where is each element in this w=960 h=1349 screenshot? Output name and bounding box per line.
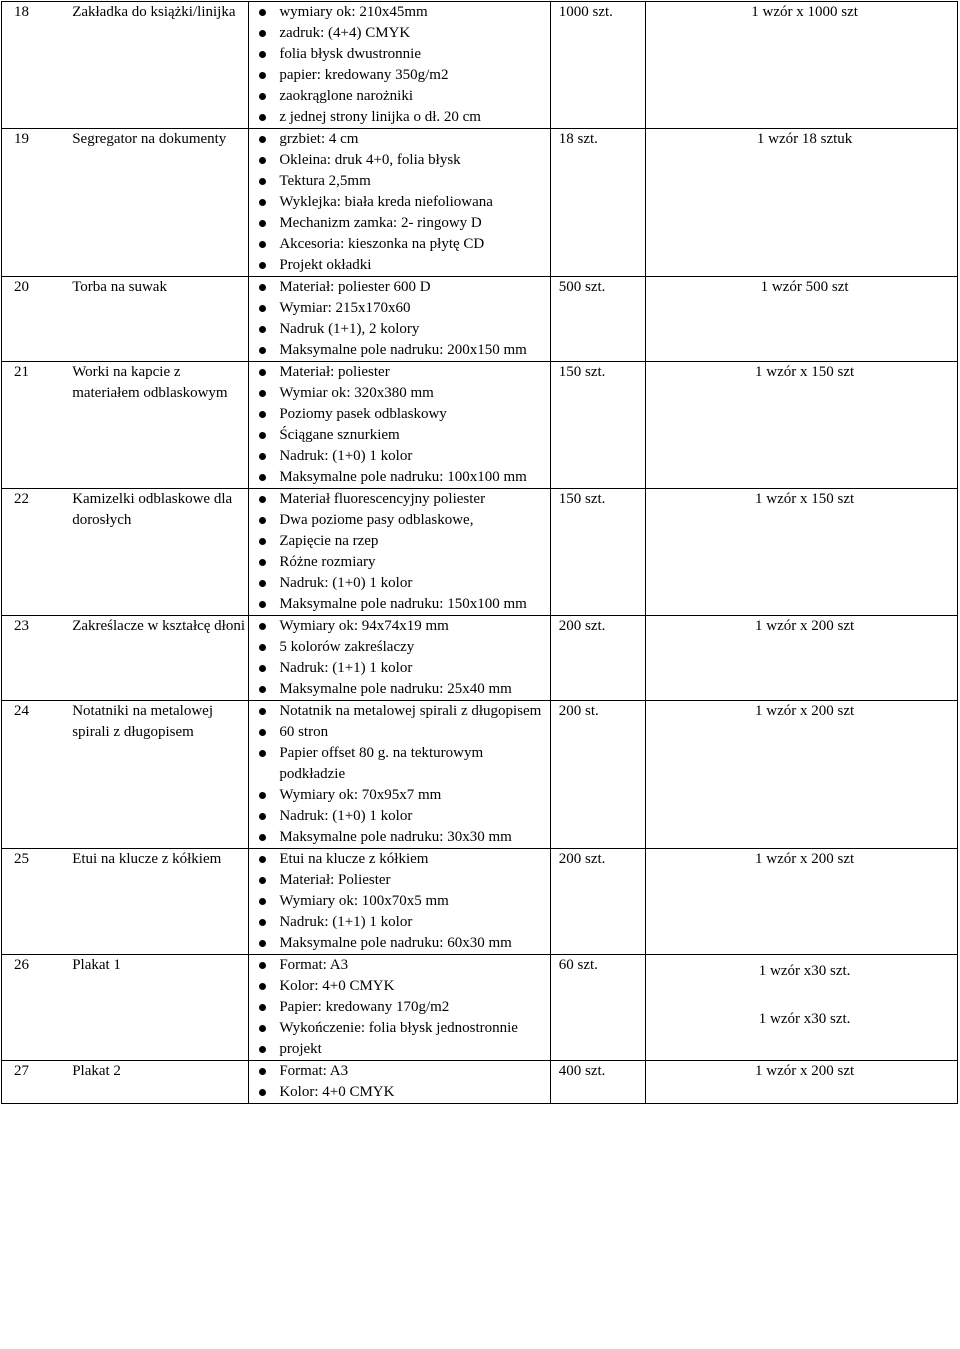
item-quantity: 500 szt. [550,277,645,362]
table-row [2,616,958,701]
spec-item: Nadruk: (1+0) 1 kolor [257,446,549,467]
item-quantity: 200 szt. [550,849,645,955]
spec-list [257,129,549,276]
spec-item: Tektura 2,5mm [257,171,549,192]
spec-item: Dwa poziome pasy odblaskowe, [257,510,549,531]
pattern-text: 1 wzór x 200 szt [755,1063,855,1079]
row-number: 20 [2,277,65,362]
spec-item: Wykończenie: folia błysk jednostronnie [257,1018,549,1039]
spec-list [257,849,549,954]
spec-item: Materiał: Poliester [257,870,549,891]
pattern-text: 1 wzór x 200 szt [755,618,855,634]
spec-item: Projekt okładki [257,255,549,276]
spec-item: Ściągane sznurkiem [257,425,549,446]
item-quantity: 200 st. [550,701,645,849]
item-quantity: 400 szt. [550,1061,645,1104]
item-pattern [646,701,958,849]
spec-item: Wymiary ok: 70x95x7 mm [257,785,549,806]
spec-item: Maksymalne pole nadruku: 25x40 mm [257,679,549,700]
spec-item: zaokrąglone narożniki [257,86,549,107]
pattern-text: 1 wzór x 200 szt [755,851,855,867]
item-name: Etui na klucze z kółkiem [64,849,249,955]
pattern-text: 1 wzór x 200 szt [755,703,855,719]
item-name: Notatniki na metalowej spirali z długopisem [64,701,249,849]
spec-item: Maksymalne pole nadruku: 60x30 mm [257,933,549,954]
spec-item: Notatnik na metalowej spirali z długopisem [257,701,549,722]
item-name: Worki na kapcie z materiałem odblaskowym [64,362,249,489]
spec-list [257,277,549,361]
item-name: Zakładka do książki/linijka [64,2,249,129]
spec-item: Papier: kredowany 170g/m2 [257,997,549,1018]
spec-item: Wymiar ok: 320x380 mm [257,383,549,404]
item-quantity: 60 szt. [550,955,645,1061]
table-row [2,277,958,362]
spec-list [257,362,549,488]
item-pattern [646,489,958,616]
pattern-text: 1 wzór 18 sztuk [756,131,853,147]
spec-item: Materiał: poliester [257,362,549,383]
spec-item: Mechanizm zamka: 2- ringowy D [257,213,549,234]
spec-item: Zapięcie na rzep [257,531,549,552]
spec-item: Wymiary ok: 100x70x5 mm [257,891,549,912]
item-pattern [646,277,958,362]
item-spec [249,362,550,489]
spec-item: z jednej strony linijka o dł. 20 cm [257,107,549,128]
spec-item: Wyklejka: biała kreda niefoliowana [257,192,549,213]
item-spec [249,277,550,362]
item-spec [249,849,550,955]
item-quantity: 150 szt. [550,489,645,616]
spec-item: Materiał fluorescencyjny poliester [257,489,549,510]
spec-item: 60 stron [257,722,549,743]
spec-list [257,489,549,615]
spec-item: Materiał: poliester 600 D [257,277,549,298]
spec-item: papier: kredowany 350g/m2 [257,65,549,86]
row-number: 25 [2,849,65,955]
spec-item: zadruk: (4+4) CMYK [257,23,549,44]
spec-list [257,955,549,1060]
table-row [2,489,958,616]
row-number: 26 [2,955,65,1061]
spec-item: Papier offset 80 g. na tekturowym podkładzie [257,743,549,785]
pattern-text: 1 wzór x 1000 szt [751,4,858,20]
row-number: 24 [2,701,65,849]
item-quantity: 150 szt. [550,362,645,489]
pattern-text: 1 wzór x 150 szt [755,491,855,507]
spec-item: Okleina: druk 4+0, folia błysk [257,150,549,171]
item-name: Kamizelki odblaskowe dla dorosłych [64,489,249,616]
spec-item: folia błysk dwustronnie [257,44,549,65]
spec-list [257,2,549,128]
item-pattern [646,616,958,701]
item-spec [249,2,550,129]
spec-item: Poziomy pasek odblaskowy [257,404,549,425]
spec-item: Maksymalne pole nadruku: 150x100 mm [257,594,549,615]
spec-item: Nadruk: (1+0) 1 kolor [257,806,549,827]
pattern-text: 1 wzór x 150 szt [755,364,855,380]
spec-item: Wymiar: 215x170x60 [257,298,549,319]
item-name: Zakreślacze w kształcę dłoni [64,616,249,701]
spec-list [257,701,549,848]
spec-item: Etui na klucze z kółkiem [257,849,549,870]
spec-item: Nadruk: (1+1) 1 kolor [257,912,549,933]
table-row [2,2,958,129]
item-name: Plakat 2 [64,1061,249,1104]
table-row [2,849,958,955]
pattern-text-second: 1 wzór x30 szt. [758,1011,851,1027]
item-name: Segregator na dokumenty [64,129,249,277]
item-pattern [646,362,958,489]
item-name: Plakat 1 [64,955,249,1061]
item-pattern [646,1061,958,1104]
row-number: 19 [2,129,65,277]
spec-item: Akcesoria: kieszonka na płytę CD [257,234,549,255]
spec-item: grzbiet: 4 cm [257,129,549,150]
spec-item: Kolor: 4+0 CMYK [257,1082,549,1103]
spec-item: 5 kolorów zakreślaczy [257,637,549,658]
order-table [1,1,958,1104]
spec-item: Różne rozmiary [257,552,549,573]
row-number: 21 [2,362,65,489]
row-number: 23 [2,616,65,701]
spec-list [257,616,549,700]
item-pattern [646,849,958,955]
item-pattern [646,129,958,277]
table-row [2,129,958,277]
item-spec [249,701,550,849]
pattern-text: 1 wzór 500 szt [760,279,849,295]
item-quantity: 18 szt. [550,129,645,277]
item-pattern [646,955,958,1061]
item-pattern [646,2,958,129]
spec-item: Kolor: 4+0 CMYK [257,976,549,997]
item-spec [249,1061,550,1104]
spec-item: Format: A3 [257,955,549,976]
spec-item: Maksymalne pole nadruku: 30x30 mm [257,827,549,848]
spec-list [257,1061,549,1103]
spec-item: Wymiary ok: 94x74x19 mm [257,616,549,637]
order-table-body [2,2,958,1104]
item-spec [249,489,550,616]
pattern-text: 1 wzór x30 szt. [758,963,851,979]
row-number: 22 [2,489,65,616]
spec-item: wymiary ok: 210x45mm [257,2,549,23]
item-quantity: 200 szt. [550,616,645,701]
item-spec [249,616,550,701]
spec-item: Maksymalne pole nadruku: 100x100 mm [257,467,549,488]
table-row [2,701,958,849]
spec-item: Nadruk: (1+0) 1 kolor [257,573,549,594]
spec-item: Nadruk (1+1), 2 kolory [257,319,549,340]
row-number: 27 [2,1061,65,1104]
item-quantity: 1000 szt. [550,2,645,129]
spec-item: projekt [257,1039,549,1060]
row-number: 18 [2,2,65,129]
table-row [2,955,958,1061]
table-row [2,1061,958,1104]
spec-item: Nadruk: (1+1) 1 kolor [257,658,549,679]
item-name: Torba na suwak [64,277,249,362]
spec-item: Format: A3 [257,1061,549,1082]
item-spec [249,129,550,277]
item-spec [249,955,550,1061]
table-row [2,362,958,489]
spec-item: Maksymalne pole nadruku: 200x150 mm [257,340,549,361]
